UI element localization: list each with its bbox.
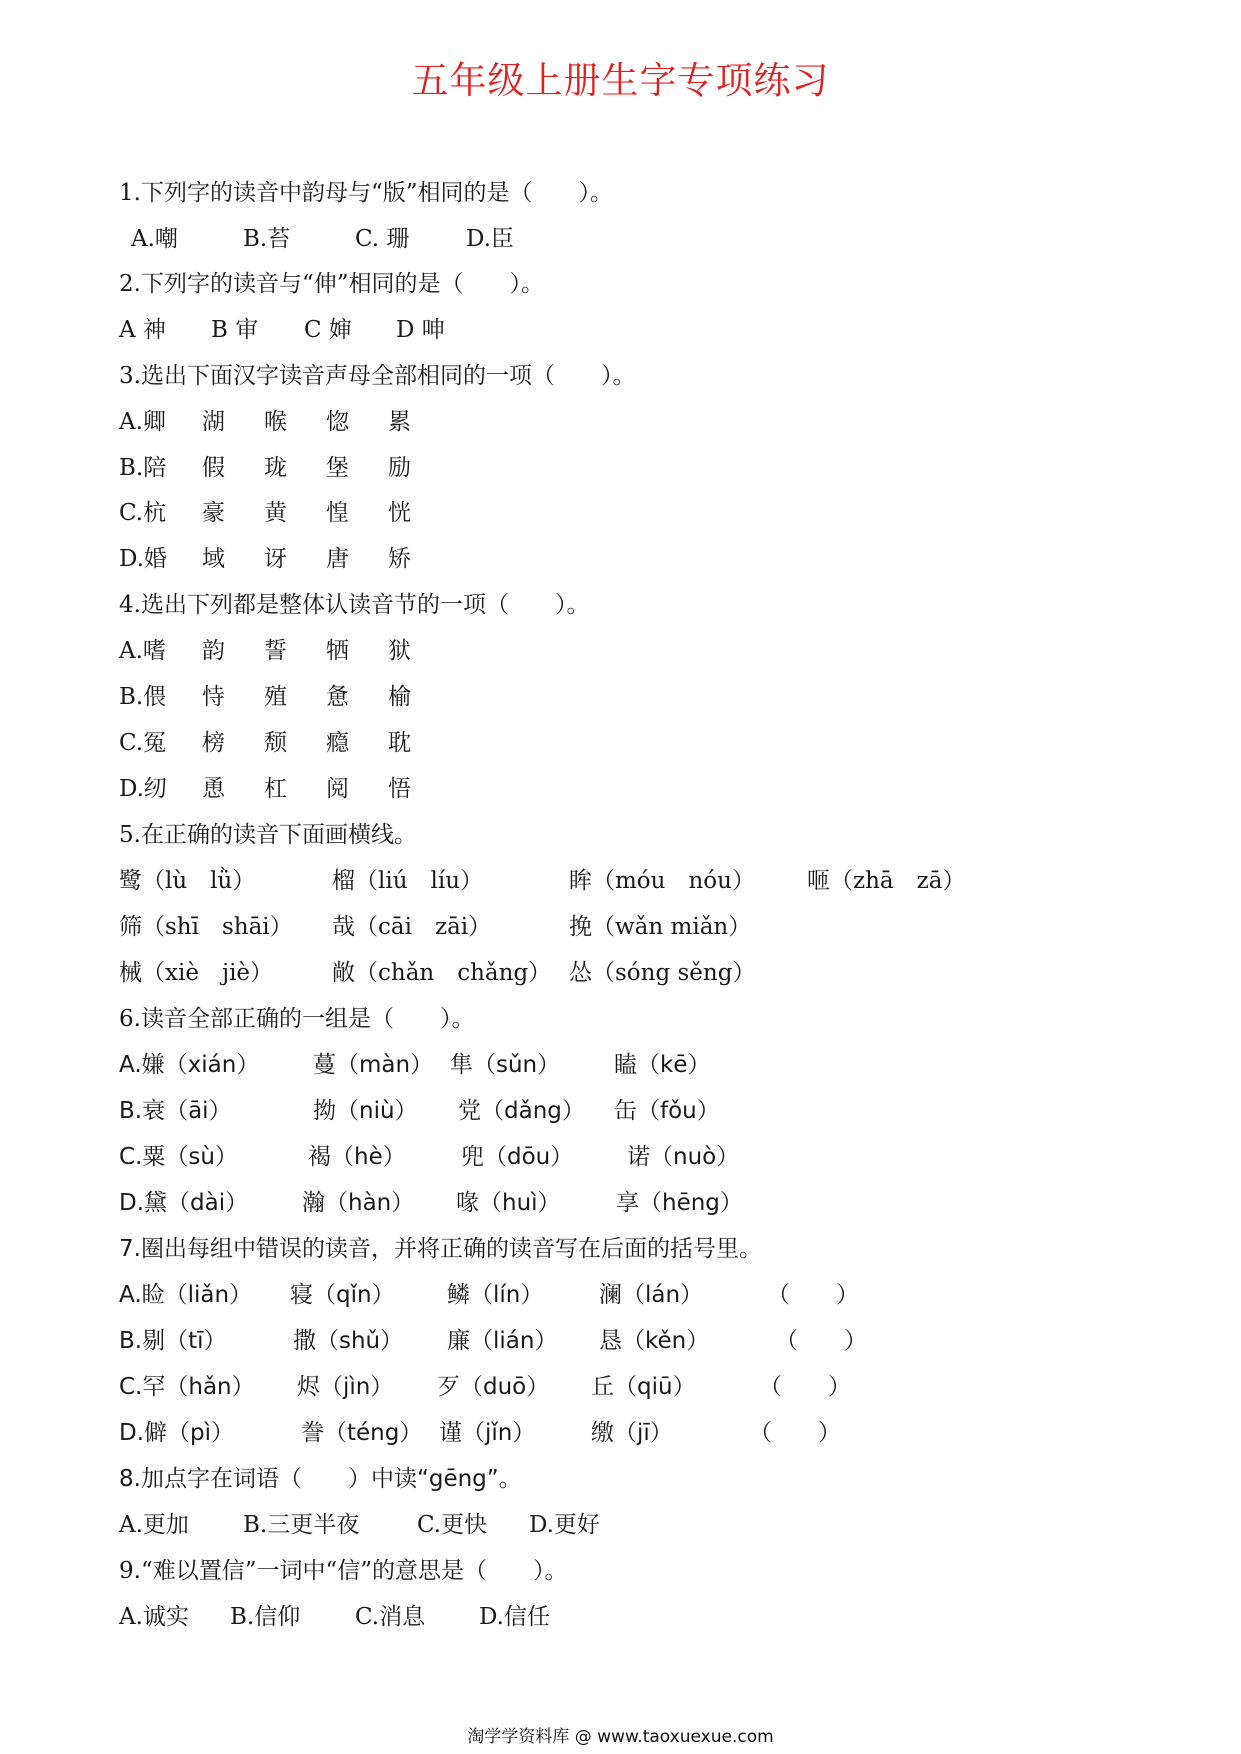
option-a: A.更加 [119,1512,189,1538]
row-item: 瞌（kē） [614,1052,711,1078]
row-item: 咂（zhā zā） [807,868,966,894]
row-item: 励 [388,455,411,481]
question-5-stem: 5.在正确的读音下面画横线。 [119,822,417,848]
question-2-stem: 2.下列字的读音与“伸”相同的是（ ）。 [119,271,544,297]
row-item: 瘾 [326,730,349,756]
option-b: B.苔 [243,226,291,252]
row-item: 堡 [326,455,349,481]
row-item: 缴（jī） [591,1420,673,1446]
row-item: 蔓（màn） [313,1052,434,1078]
row-item: C.杭 [119,500,167,526]
row-item: C.冤 [119,730,167,756]
row-item: A.睑（liǎn） [119,1282,253,1308]
row-item: 颓 [264,730,287,756]
option-b: B 审 [211,317,259,343]
row-item: D.黛（dài） [119,1190,249,1216]
row-item: 澜（lán） [599,1282,704,1308]
row-item: A.嫌（xián） [119,1052,260,1078]
option-d: D.信任 [479,1604,550,1630]
question-9-stem: 9.“难以置信”一词中“信”的意思是（ ）。 [119,1558,568,1584]
row-item: 拗（niù） [313,1098,418,1124]
row-item: 眸（móu nóu） [569,868,755,894]
row-item: 恍 [388,500,411,526]
row-item: 丘（qiū） [591,1374,696,1400]
row-item: 榜 [202,730,225,756]
row-item: 誊（téng） [301,1420,423,1446]
row-item: 恳（kěn） [599,1328,710,1354]
row-item: 榴（liú líu） [332,868,484,894]
answer-bracket: （ ） [759,1374,851,1400]
row-item: 矫 [388,546,411,572]
row-item: 械（xiè jiè） [119,960,274,986]
page-title: 五年级上册生字专项练习 [411,59,830,102]
row-item: D.纫 [119,776,167,802]
row-item: 誓 [264,638,287,664]
row-item: A.嗜 [119,638,166,664]
answer-bracket: （ ） [775,1328,867,1354]
row-item: 珑 [264,455,287,481]
row-item: 党（dǎng） [458,1098,585,1124]
option-d: D 呻 [396,317,445,343]
row-item: D.婚 [119,546,167,572]
row-item: 假 [202,455,225,481]
row-item: B.偎 [119,684,167,710]
option-c: C.消息 [355,1604,426,1630]
answer-bracket: （ ） [749,1420,841,1446]
row-item: 谨（jǐn） [439,1420,536,1446]
option-a: A.嘲 [131,226,178,252]
row-item: B.剔（tī） [119,1328,227,1354]
row-item: 兜（dōu） [461,1144,574,1170]
row-item: 撒（shǔ） [293,1328,404,1354]
row-item: 黄 [264,500,287,526]
row-item: 累 [388,409,411,435]
row-item: 惚 [326,409,349,435]
row-item: 褐（hè） [308,1144,406,1170]
row-item: 狱 [388,638,411,664]
question-1-stem: 1.下列字的读音中韵母与“版”相同的是（ ）。 [119,180,613,206]
row-item: 恿 [202,776,225,802]
row-item: 怂（sóng sěng） [569,960,756,986]
row-item: 域 [202,546,225,572]
question-6-stem: 6.读音全部正确的一组是（ ）。 [119,1006,475,1032]
question-8-stem: 8.加点字在词语（ ）中读“gēng”。 [119,1466,522,1492]
row-item: 悟 [388,776,411,802]
row-item: A.卿 [119,409,166,435]
row-item: 鳞（lín） [447,1282,544,1308]
row-item: 哉（cāi zāi） [332,914,492,940]
row-item: 惶 [326,500,349,526]
answer-bracket: （ ） [767,1282,859,1308]
row-item: 隼（sǔn） [450,1052,561,1078]
row-item: 瀚（hàn） [302,1190,415,1216]
row-item: 恃 [202,684,225,710]
row-item: 榆 [388,684,411,710]
option-b: B.信仰 [230,1604,301,1630]
option-c: C. 珊 [355,226,410,252]
row-item: C.粟（sù） [119,1144,238,1170]
option-b: B.三更半夜 [243,1512,360,1538]
row-item: 廉（lián） [447,1328,558,1354]
row-item: 杠 [264,776,287,802]
row-item: 歹（duō） [437,1374,550,1400]
row-item: D.僻（pì） [119,1420,235,1446]
row-item: 鹭（lù lǜ） [119,868,256,894]
row-item: 烬（jìn） [297,1374,394,1400]
row-item: 讶 [264,546,287,572]
stem-text: 7.圈出每组中错误的读音，并将正确的读音写在后面的括号里。 [119,1236,762,1262]
option-c: C 婶 [304,317,352,343]
row-item: 韵 [202,638,225,664]
row-item: 唐 [326,546,349,572]
row-item: 缶（fǒu） [614,1098,720,1124]
row-item: 寝（qǐn） [290,1282,395,1308]
row-item: 挽（wǎn miǎn） [569,914,752,940]
row-item: 牺 [326,638,349,664]
question-4-stem: 4.选出下列都是整体认读音节的一项（ ）。 [119,592,590,618]
option-a: A 神 [119,317,166,343]
row-item: 享（hēng） [616,1190,743,1216]
option-d: D.臣 [466,226,514,252]
row-item: 殖 [264,684,287,710]
row-item: B.陪 [119,455,167,481]
footer-watermark: 淘学学资料库 @ www.taoxuexue.com [467,1727,774,1747]
option-d: D.更好 [529,1512,600,1538]
row-item: 喙（huì） [456,1190,561,1216]
row-item: 诺（nuò） [627,1144,740,1170]
row-item: 惫 [326,684,349,710]
row-item: 喉 [264,409,287,435]
question-3-stem: 3.选出下面汉字读音声母全部相同的一项（ ）。 [119,363,636,389]
option-a: A.诚实 [119,1604,189,1630]
row-item: 敞（chǎn chǎng） [332,960,552,986]
row-item: 筛（shī shāi） [119,914,293,940]
row-item: C.罕（hǎn） [119,1374,255,1400]
row-item: 湖 [202,409,225,435]
row-item: 耽 [388,730,411,756]
row-item: 豪 [202,500,225,526]
row-item: B.衰（āi） [119,1098,232,1124]
row-item: 阅 [326,776,349,802]
option-c: C.更快 [417,1512,488,1538]
